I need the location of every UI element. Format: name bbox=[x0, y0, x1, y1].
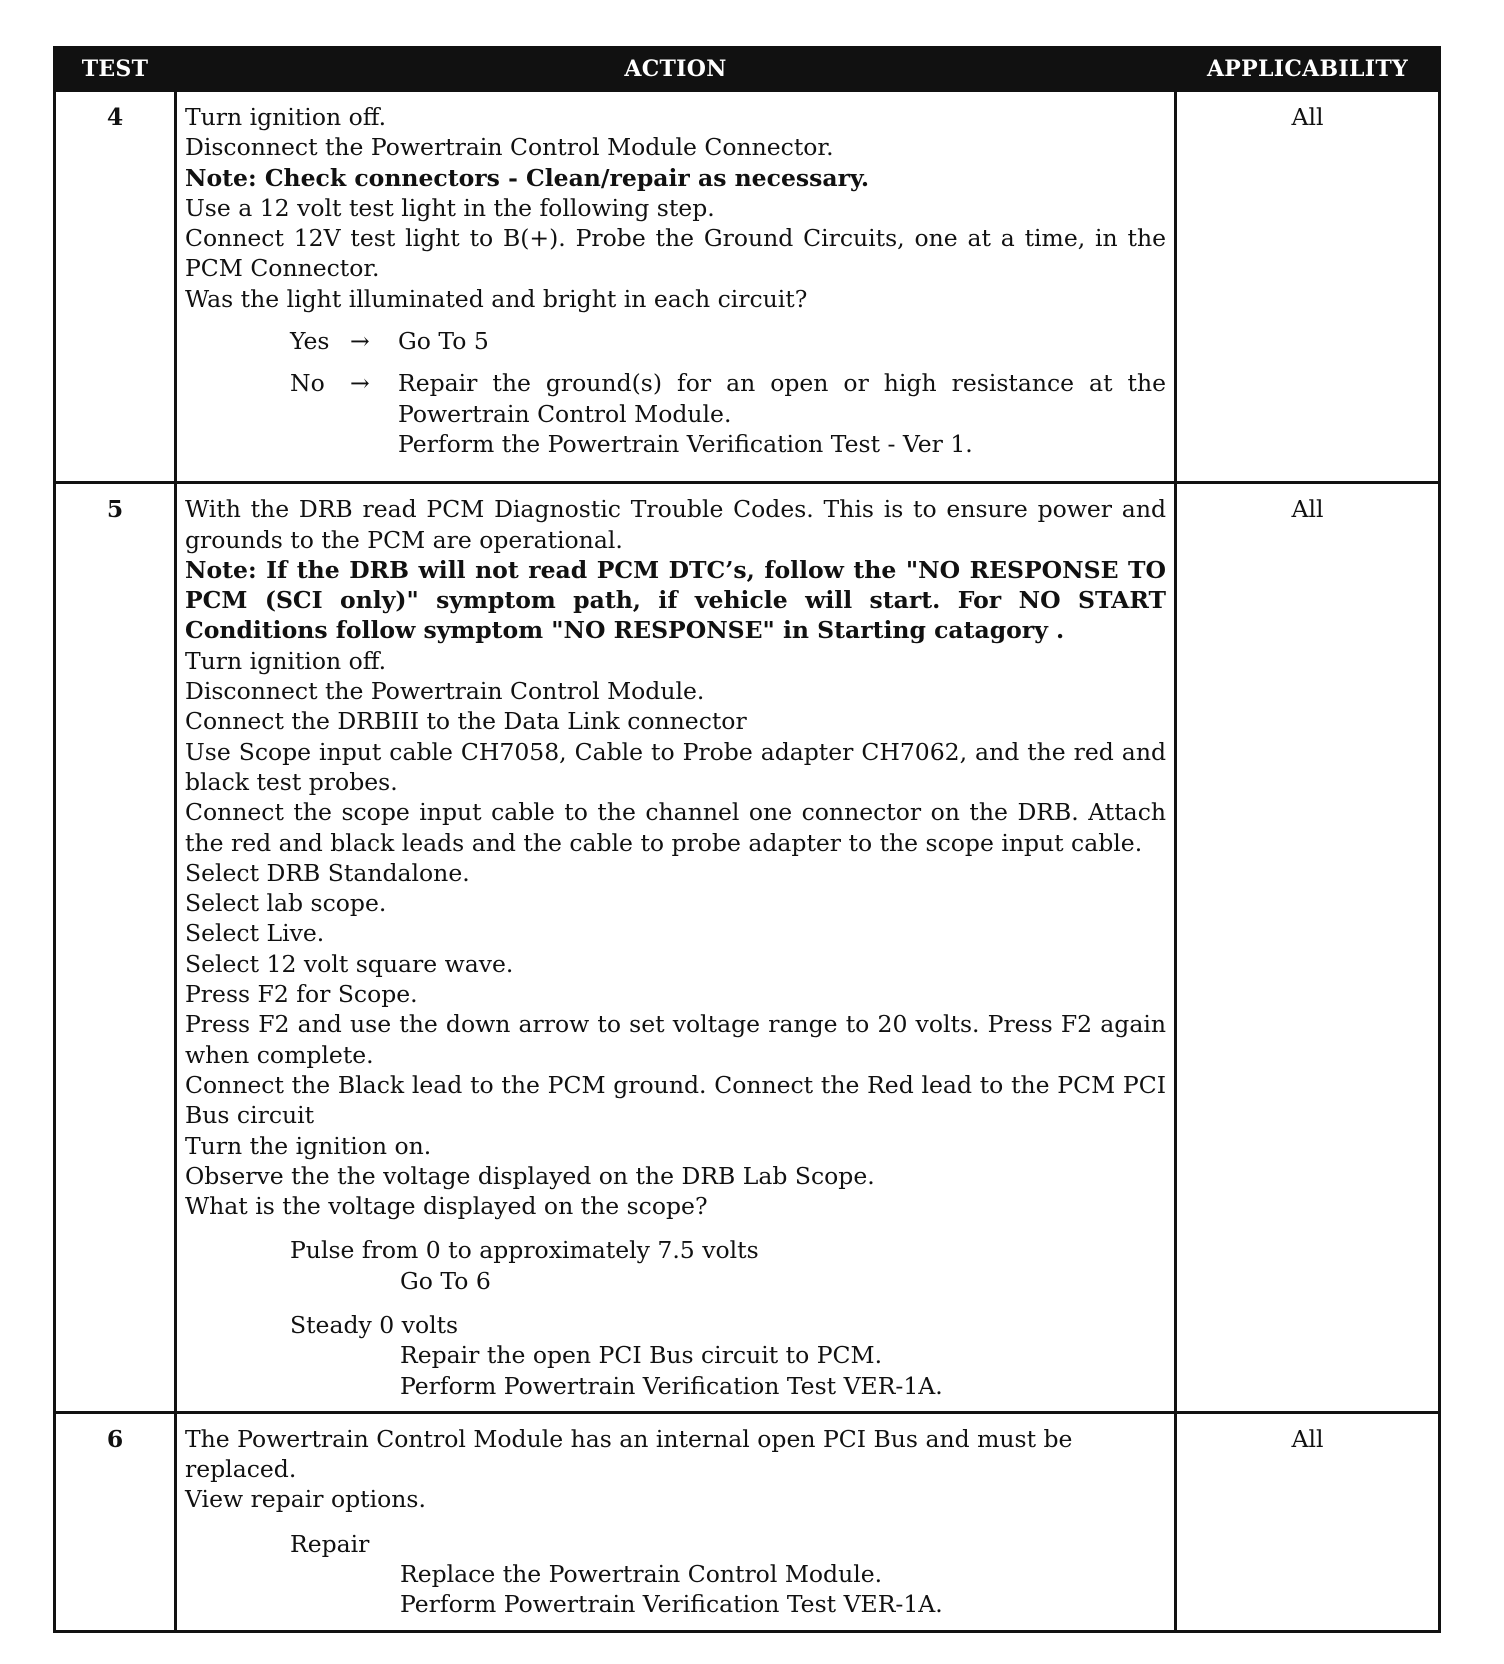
outcome-result: Repair the ground(s) for an open or high resistance at the Powertrain Control Module. bbox=[398, 369, 1166, 428]
diagnostic-procedure-page bbox=[53, 46, 1438, 1633]
action-step: Connect the scope input cable to the channel one connector on the DRB. Attach the red and black leads and the cable to probe adapter to the scope input cable. bbox=[185, 798, 1166, 857]
action-step: Connect the DRBIII to the Data Link connector bbox=[185, 707, 747, 736]
outcome-result: Perform the Powertrain Verification Test - Ver 1. bbox=[398, 429, 973, 458]
outcome-result: Replace the Powertrain Control Module. bbox=[400, 1560, 883, 1589]
action-note: Note: If the DRB will not read PCM DTC’s, follow the "NO RESPONSE TO PCM (SCI only)" symptom path, if vehicle will start. For NO START Conditions follow symptom "NO RESPONSE" in Starting catagory . bbox=[185, 555, 1166, 645]
action-step: Connect 12V test light to B(+). Probe the Ground Circuits, one at a time, in the PCM Connector. bbox=[185, 224, 1166, 283]
applicability-value: All bbox=[1176, 91, 1440, 483]
applicability-value: All bbox=[1176, 483, 1440, 1413]
outcome-result: Perform Powertrain Verification Test VER-1A. bbox=[400, 1590, 943, 1619]
outcome-label: Pulse from 0 to approximately 7.5 volts bbox=[290, 1236, 759, 1265]
action-step: Connect the Black lead to the PCM ground. Connect the Red lead to the PCM PCI Bus circuit bbox=[185, 1070, 1166, 1130]
outcome-result: Go To 5 bbox=[398, 327, 489, 356]
outcome-repair bbox=[290, 1529, 1166, 1620]
action-step: View repair options. bbox=[185, 1485, 426, 1514]
action-step: Disconnect the Powertrain Control Module Connector. bbox=[185, 133, 834, 162]
header-test: TEST bbox=[55, 48, 176, 91]
table-header-row bbox=[55, 48, 1440, 91]
table-row-test-6 bbox=[55, 1412, 1440, 1631]
action-step: Select DRB Standalone. bbox=[185, 858, 470, 887]
action-step: Observe the the voltage displayed on the DRB Lab Scope. bbox=[185, 1161, 875, 1190]
outcome-label: No bbox=[290, 369, 325, 398]
action-step: Select Live. bbox=[185, 919, 325, 948]
action-step: Turn ignition off. bbox=[185, 646, 387, 675]
action-step: Disconnect the Powertrain Control Module. bbox=[185, 677, 705, 706]
action-question: Was the light illuminated and bright in each circuit? bbox=[185, 284, 808, 313]
action-step: Turn ignition off. bbox=[185, 103, 387, 131]
action-question: What is the voltage displayed on the scope? bbox=[185, 1192, 708, 1221]
outcome-result: Go To 6 bbox=[400, 1266, 491, 1295]
action-step: Use a 12 volt test light in the following step. bbox=[185, 193, 715, 222]
action-step: Select lab scope. bbox=[185, 889, 387, 918]
right-arrow-icon: → bbox=[350, 327, 370, 356]
action-step: Press F2 for Scope. bbox=[185, 980, 418, 1009]
outcome-list bbox=[185, 326, 1166, 459]
action-cell bbox=[176, 1412, 1176, 1631]
outcome-result: Perform Powertrain Verification Test VER-1A. bbox=[400, 1371, 943, 1400]
table-row-test-4 bbox=[55, 91, 1440, 483]
diagnostic-test-table bbox=[53, 46, 1441, 1633]
action-cell bbox=[176, 91, 1176, 483]
test-number: 6 bbox=[55, 1412, 176, 1631]
outcome-yes bbox=[290, 326, 1166, 356]
action-step: The Powertrain Control Module has an internal open PCI Bus and must be replaced. bbox=[185, 1424, 1073, 1484]
outcome-steady bbox=[290, 1310, 1166, 1401]
outcome-label: Yes bbox=[290, 327, 330, 356]
outcome-result: Repair the open PCI Bus circuit to PCM. bbox=[400, 1341, 883, 1370]
outcome-label: Steady 0 volts bbox=[290, 1310, 459, 1339]
header-applicability: APPLICABILITY bbox=[1176, 48, 1440, 91]
applicability-value: All bbox=[1176, 1412, 1440, 1631]
table-row-test-5 bbox=[55, 483, 1440, 1413]
action-step: Press F2 and use the down arrow to set voltage range to 20 volts. Press F2 again when complete. bbox=[185, 1010, 1166, 1069]
action-cell bbox=[176, 483, 1176, 1413]
action-step: Use Scope input cable CH7058, Cable to Probe adapter CH7062, and the red and black test probes. bbox=[185, 737, 1166, 796]
outcome-no bbox=[290, 368, 1166, 459]
action-step: Turn the ignition on. bbox=[185, 1131, 432, 1160]
action-step: With the DRB read PCM Diagnostic Trouble Codes. This is to ensure power and grounds to the PCM are operational. bbox=[185, 495, 1166, 554]
outcome-pulse bbox=[290, 1235, 1166, 1296]
test-number: 5 bbox=[55, 483, 176, 1413]
outcome-label: Repair bbox=[290, 1529, 370, 1558]
test-number: 4 bbox=[55, 91, 176, 483]
right-arrow-icon: → bbox=[350, 369, 370, 398]
header-action: ACTION bbox=[176, 48, 1176, 91]
action-step: Select 12 volt square wave. bbox=[185, 949, 514, 978]
action-note: Note: Check connectors - Clean/repair as necessary. bbox=[185, 163, 870, 192]
